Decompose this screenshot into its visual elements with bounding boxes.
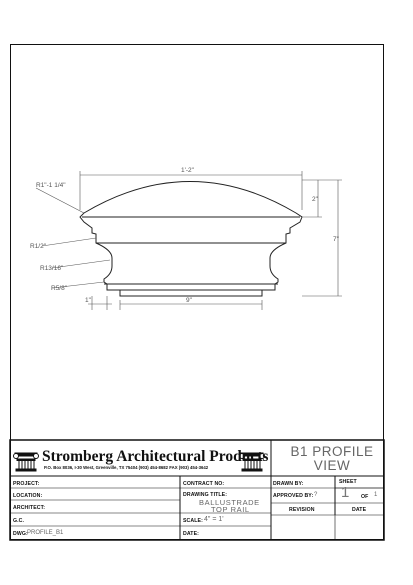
dwg-value: PROFILE_B1 xyxy=(27,530,64,536)
revision-date-label: DATE xyxy=(352,507,367,513)
dim-base-width: 9" xyxy=(186,297,192,304)
scale-value: 4" = 1' xyxy=(204,516,224,523)
sheet-title-text: B1 PROFILE VIEW xyxy=(290,444,374,473)
drawing-title-label: DRAWING TITLE: xyxy=(183,492,228,498)
dim-top-height: 2" xyxy=(312,196,318,203)
project-label: PROJECT: xyxy=(13,481,40,487)
sheet-title xyxy=(280,445,384,473)
column-logo-left-icon xyxy=(14,453,39,471)
sheet-of-label: OF xyxy=(361,494,369,500)
drawn-by-label: DRAWN BY: xyxy=(273,481,304,487)
gc-label: G.C. xyxy=(13,518,25,524)
dim-total-height: 7" xyxy=(333,236,339,243)
dim-overall-width: 1'-2" xyxy=(181,167,194,174)
approved-by-label: APPROVED BY: xyxy=(273,493,314,499)
dim-r-13-16: R13/16" xyxy=(40,265,64,272)
contract-label: CONTRACT NO: xyxy=(183,481,225,487)
dim-top-radius: R1"-1 1/4" xyxy=(36,182,66,189)
company-address: P.O. Box 8036, I-30 West, Greenville, TX 75404 (903) 454-8682 FAX (903) 454-3642 xyxy=(44,465,209,470)
revision-label: REVISION xyxy=(289,507,315,513)
architect-label: ARCHITECT: xyxy=(13,505,46,511)
date-label: DATE: xyxy=(183,531,199,537)
sheet-number: 1 xyxy=(341,484,350,501)
drawing-title-value-1: BALLUSTRADE xyxy=(199,498,260,507)
sheet-label: SHEET xyxy=(339,479,357,485)
sheet-total: 1 xyxy=(374,492,378,498)
dim-r-half: R1/2" xyxy=(30,243,47,250)
dwg-label: DWG: xyxy=(13,531,28,537)
company-name: Stromberg Architectural Products xyxy=(42,448,269,465)
dim-r-5-8: R5/8" xyxy=(51,285,68,292)
location-label: LOCATION: xyxy=(13,493,43,499)
scale-label: SCALE: xyxy=(183,518,203,524)
dim-base-offset: 1" xyxy=(85,297,91,304)
drawing-title-value-2: TOP RAIL xyxy=(211,505,250,514)
top-rail-profile xyxy=(80,182,302,297)
approved-by-value: ? xyxy=(314,492,318,498)
